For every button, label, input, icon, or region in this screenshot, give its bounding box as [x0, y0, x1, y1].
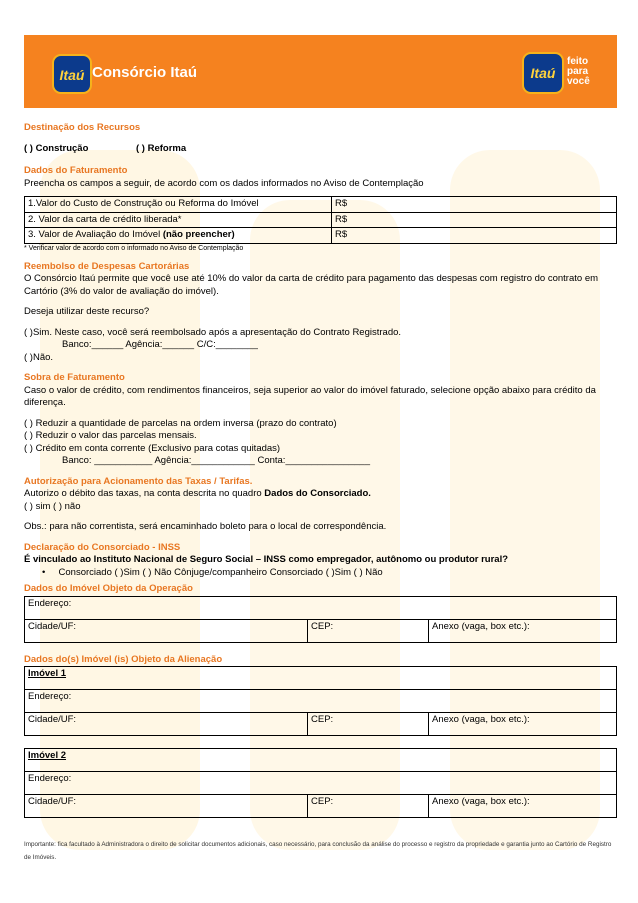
reembolso-text: O Consórcio Itaú permite que você use até 10% do valor da carta de crédito para pagamento das despesas com registro do contrato em Cartório (3% do valor de avaliação do imóvel).	[24, 273, 599, 297]
section-title-sobra: Sobra de Faturamento	[24, 372, 125, 383]
table-cell-value[interactable]: R$	[332, 228, 617, 244]
section-title-inss: Declaração do Consorciado - INSS	[24, 541, 181, 553]
faturamento-intro: Preencha os campos a seguir, de acordo com os dados informados no Aviso de Contemplação	[24, 177, 424, 189]
slogan	[567, 57, 607, 87]
inss-options-text: Consorciado ( )Sim ( ) Não Cônjuge/companheiro Consorciado ( )Sim ( ) Não	[58, 566, 383, 578]
imovel-1-table	[24, 666, 617, 736]
option-reforma[interactable]: ( ) Reforma	[136, 142, 187, 154]
label-bold: (não preencher)	[162, 229, 235, 240]
slogan-line: você	[567, 76, 590, 87]
reembolso-option-sim[interactable]: ( )Sim. Neste caso, você será reembolsado após a apresentação do Contrato Registrado.	[24, 326, 402, 338]
table-row	[25, 713, 617, 736]
table-row	[25, 596, 617, 619]
autorizacao-obs: Obs.: para não correntista, será encaminhado boleto para o local de correspondência.	[24, 521, 387, 532]
option-construcao[interactable]: ( ) Construção	[24, 142, 89, 154]
section-title-imovel-alienacao: Dados do(s) Imóvel (is) Objeto da Alienação	[24, 653, 223, 665]
section-title-faturamento: Dados do Faturamento	[24, 165, 128, 176]
section-title-destinacao: Destinação dos Recursos	[24, 122, 141, 133]
itau-logo-text: Itaú	[59, 67, 85, 83]
endereco-field[interactable]: Endereço:	[25, 772, 617, 795]
table-cell-label: 2. Valor da carta de crédito liberada*	[25, 212, 332, 228]
itau-logo-right	[522, 52, 564, 94]
imovel-2-table	[24, 748, 617, 818]
inss-options[interactable]	[24, 567, 617, 580]
brand-name: Consórcio Itaú	[92, 64, 198, 81]
slogan-line: feito	[567, 56, 589, 67]
footer-note: Importante: fica facultado à Administradora o direito de solicitar documentos adicionais, caso necessário, para conclusão da análise do processo e registro da propriedade e garantia junto ao Cartório de Registro de Imóveis.	[24, 841, 612, 861]
sobra-option[interactable]: ( ) Reduzir a quantidade de parcelas na ordem inversa (prazo do contrato)	[24, 417, 337, 429]
label-text: 3. Valor de Avaliação do Imóvel	[28, 229, 163, 240]
cep-field[interactable]: CEP:	[308, 619, 429, 642]
sobra-option[interactable]: ( ) Reduzir o valor das parcelas mensais.	[24, 430, 197, 441]
table-row	[25, 619, 617, 642]
cep-field[interactable]: CEP:	[308, 713, 429, 736]
anexo-field[interactable]: Anexo (vaga, box etc.):	[429, 713, 617, 736]
table-row	[25, 795, 617, 818]
section-title-reembolso: Reembolso de Despesas Cartorárias	[24, 260, 190, 272]
autorizacao-text-bold: Dados do Consorciado.	[264, 488, 371, 499]
table-cell-value[interactable]: R$	[332, 212, 617, 228]
reembolso-option-nao[interactable]: ( )Não.	[24, 351, 54, 363]
anexo-field[interactable]: Anexo (vaga, box etc.):	[429, 619, 617, 642]
anexo-field[interactable]: Anexo (vaga, box etc.):	[429, 795, 617, 818]
table-row	[25, 690, 617, 713]
slogan-line: para	[567, 66, 589, 77]
cidade-field[interactable]: Cidade/UF:	[25, 619, 308, 642]
itau-logo-right-text: Itaú	[530, 65, 556, 81]
faturamento-table	[24, 196, 617, 244]
endereco-field[interactable]: Endereço:	[25, 690, 617, 713]
table-row	[25, 197, 617, 213]
itau-logo	[52, 54, 92, 94]
form-content	[24, 122, 617, 818]
endereco-field[interactable]: Endereço:	[25, 596, 617, 619]
sobra-option[interactable]: ( ) Crédito em conta corrente (Exclusivo para cotas quitadas)	[24, 442, 281, 454]
table-row	[25, 212, 617, 228]
table-row	[25, 772, 617, 795]
table-cell-label	[25, 228, 332, 244]
imovel-operacao-table	[24, 596, 617, 643]
table-row	[25, 667, 617, 690]
bullet-icon: •	[42, 566, 59, 578]
autorizacao-text-plain: Autorizo o débito das taxas, na conta descrita no quadro	[24, 488, 265, 499]
destinacao-options	[24, 143, 617, 156]
table-cell-value[interactable]: R$	[332, 197, 617, 213]
sobra-bank-line[interactable]: Banco: ___________ Agência:____________ Conta:________________	[62, 455, 370, 466]
cidade-field[interactable]: Cidade/UF:	[25, 713, 308, 736]
section-title-imovel-operacao: Dados do Imóvel Objeto da Operação	[24, 583, 193, 594]
autorizacao-text	[24, 488, 617, 501]
table-row	[25, 228, 617, 244]
inss-question: É vinculado ao Instituto Nacional de Seguro Social – INSS como empregador, autônomo ou produtor rural?	[24, 554, 509, 565]
cep-field[interactable]: CEP:	[308, 795, 429, 818]
cidade-field[interactable]: Cidade/UF:	[25, 795, 308, 818]
imovel-heading: Imóvel 2	[25, 749, 617, 772]
table-row	[25, 749, 617, 772]
section-title-autorizacao: Autorização para Acionamento das Taxas / Tarifas.	[24, 475, 253, 487]
faturamento-note: * Verificar valor de acordo com o informado no Aviso de Contemplação	[24, 244, 244, 252]
reembolso-question: Deseja utilizar deste recurso?	[24, 306, 150, 317]
table-cell-label: 1.Valor do Custo de Construção ou Reforma do Imóvel	[25, 197, 332, 213]
imovel-heading: Imóvel 1	[25, 667, 617, 690]
sobra-text: Caso o valor de crédito, com rendimentos financeiros, seja superior ao valor do imóvel faturado, selecione opção abaixo para crédito da diferença.	[24, 384, 596, 408]
autorizacao-options[interactable]: ( ) sim ( ) não	[24, 500, 81, 512]
reembolso-bank-line[interactable]: Banco:______ Agência:______ C/C:________	[62, 339, 258, 350]
